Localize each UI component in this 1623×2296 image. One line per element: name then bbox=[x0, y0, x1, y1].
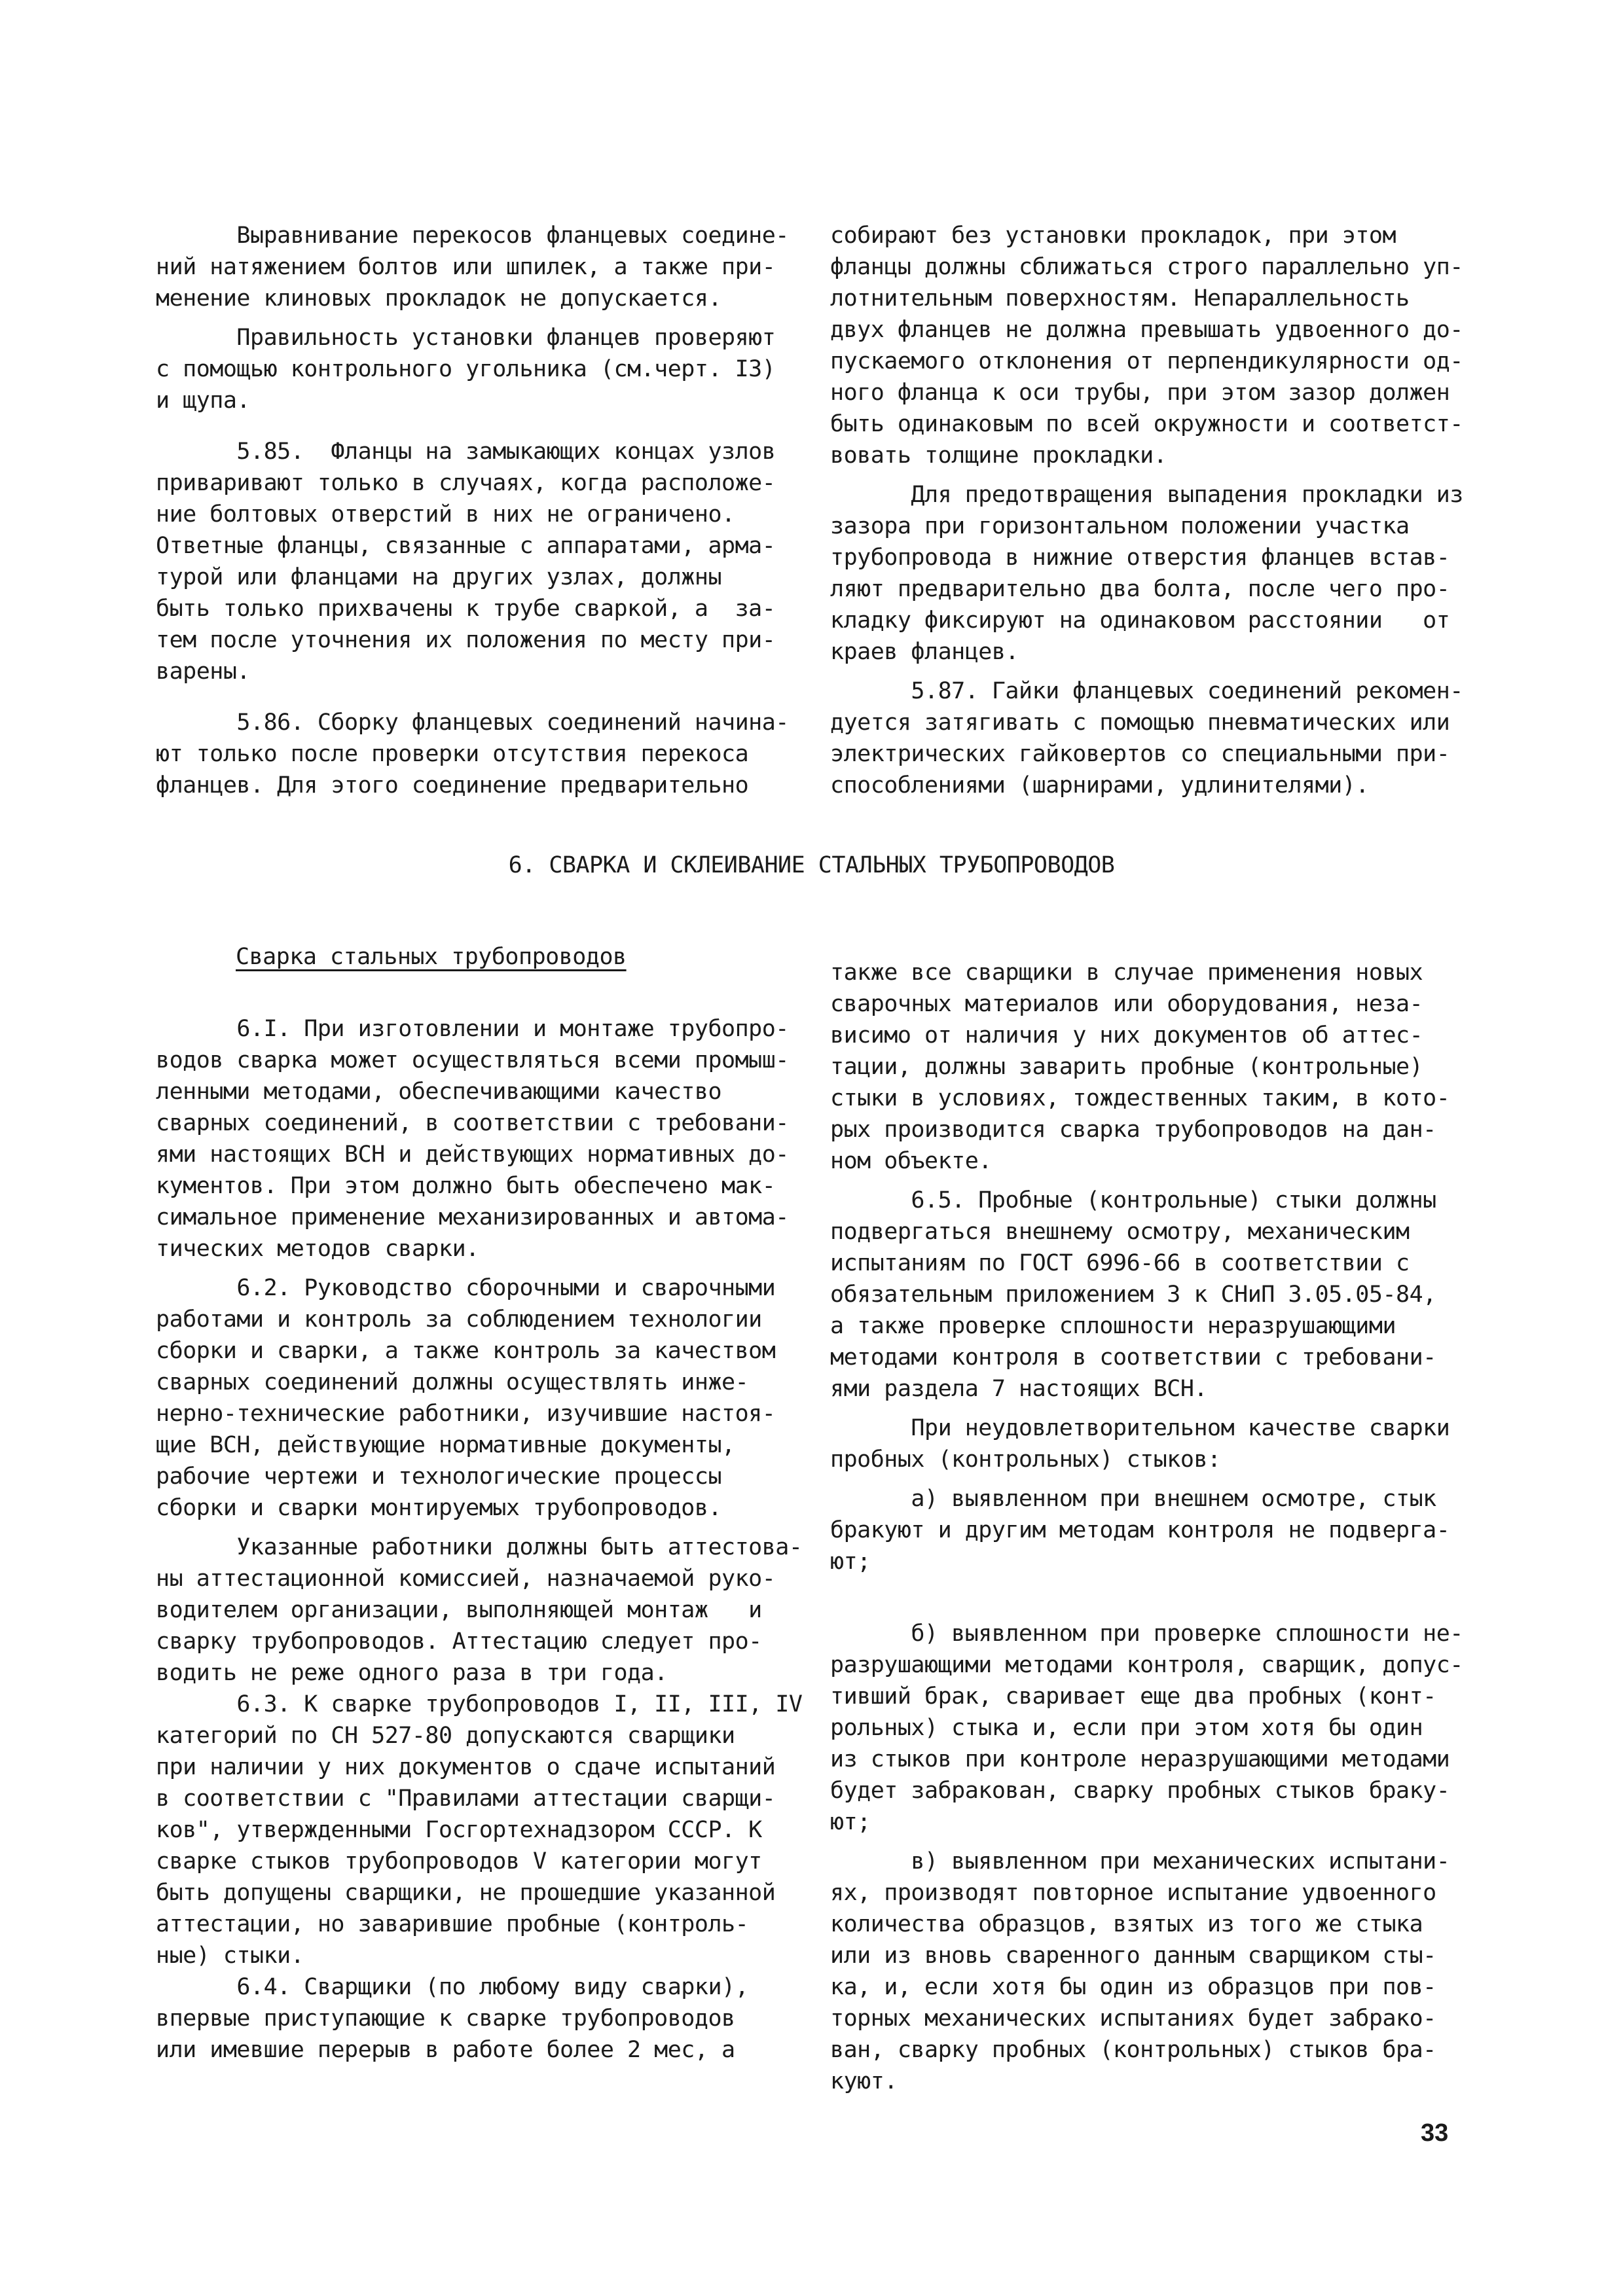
text-line: также все сварщики в случае применения новых bbox=[830, 960, 1423, 986]
text-line: б) выявленном при проверке сплошности не- bbox=[830, 1621, 1463, 1647]
bottom-right-column bbox=[830, 957, 1463, 2097]
text-line: турой или фланцами на других узлах, должны bbox=[156, 564, 722, 590]
text-line: категорий по СН 527-80 допускаются сварщики bbox=[156, 1723, 735, 1749]
text-line: разрушающими методами контроля, сварщик, допус- bbox=[830, 1652, 1463, 1678]
text-line: методами контроля в соответствии с требовани- bbox=[830, 1344, 1436, 1371]
text-line: бракуют и другим методам контроля не подверга- bbox=[830, 1517, 1450, 1543]
text-line: 6.2. Руководство сборочными и сварочными bbox=[156, 1275, 776, 1301]
text-line: ют только после проверки отсутствия перекоса bbox=[156, 741, 749, 767]
text-line: тации, должны заварить пробные (контрольные) bbox=[830, 1054, 1423, 1080]
text-line: краев фланцев. bbox=[830, 639, 1019, 665]
page-number: 33 bbox=[1421, 2119, 1449, 2147]
paragraph-6-2 bbox=[156, 1272, 802, 1524]
paragraph-unsatisfactory-quality bbox=[830, 1412, 1463, 1475]
text-line: Для предотвращения выпадения прокладки из bbox=[830, 482, 1463, 508]
text-line: Правильность установки фланцев проверяют bbox=[156, 325, 776, 351]
text-line: из стыков при контроле неразрушающими методами bbox=[830, 1746, 1450, 1772]
text-line: сварных соединений, в соответствии с требовани- bbox=[156, 1110, 789, 1136]
text-line: сварных соединений должны осуществлять инже- bbox=[156, 1369, 749, 1395]
text-line: количества образцов, взятых из того же стыка bbox=[830, 1911, 1423, 1937]
text-line: в соответствии с "Правилами аттестации сварщи- bbox=[156, 1785, 776, 1812]
text-line: быть одинаковым по всей окружности и соответст- bbox=[830, 411, 1463, 437]
text-line: приваривают только в случаях, когда расположе- bbox=[156, 470, 776, 496]
text-line: стыки в условиях, тождественных таким, в кото- bbox=[830, 1085, 1450, 1111]
text-line: впервые приступающие к сварке трубопроводов bbox=[156, 2005, 735, 2032]
text-line: сборки и сварки, а также контроль за качеством bbox=[156, 1338, 776, 1364]
text-line: 5.85. Фланцы на замыкающих концах узлов bbox=[156, 439, 776, 465]
text-line: 6.I. При изготовлении и монтаже трубопро- bbox=[156, 1016, 789, 1042]
paragraph-item-a bbox=[830, 1483, 1463, 1577]
text-line: ляют предварительно два болта, после чего про- bbox=[830, 576, 1450, 602]
text-line: испытаниям по ГОСТ 6996-66 в соответствии с bbox=[830, 1250, 1410, 1276]
text-line: ка, и, если хотя бы один из образцов при пов- bbox=[830, 1974, 1436, 2000]
text-line: 5.86. Сборку фланцевых соединений начина- bbox=[156, 709, 789, 736]
text-line: Ответные фланцы, связанные с аппаратами, арма- bbox=[156, 533, 776, 559]
text-line: пускаемого отклонения от перпендикулярности од- bbox=[830, 348, 1463, 374]
text-line: аттестации, но заварившие пробные (контроль- bbox=[156, 1911, 749, 1937]
text-line: или имевшие перерыв в работе более 2 мес, а bbox=[156, 2037, 735, 2063]
text-line: водить не реже одного раза в три года. bbox=[156, 1660, 668, 1686]
text-line: пробных (контрольных) стыков: bbox=[830, 1446, 1221, 1473]
text-line: рольных) стыка и, если при этом хотя бы один bbox=[830, 1715, 1423, 1741]
text-line: при наличии у них документов о сдаче испытаний bbox=[156, 1754, 776, 1780]
text-line: ны аттестационной комиссией, назначаемой руко- bbox=[156, 1566, 776, 1592]
text-line: ний натяжением болтов или шпилек, а также при- bbox=[156, 254, 776, 280]
text-line: быть только прихвачены к трубе сваркой, а за- bbox=[156, 596, 776, 622]
text-line: симальное применение механизированных и автома- bbox=[156, 1204, 789, 1230]
paragraph-5-86 bbox=[156, 707, 789, 801]
text-line: вовать толщине прокладки. bbox=[830, 442, 1167, 469]
paragraph-6-5 bbox=[830, 1185, 1463, 1405]
text-line: 6.5. Пробные (контрольные) стыки должны bbox=[830, 1187, 1436, 1213]
text-line: с помощью контрольного угольника (см.черт. I3) bbox=[156, 356, 776, 382]
text-line: ные) стыки. bbox=[156, 1943, 304, 1969]
text-line: 5.87. Гайки фланцевых соединений рекомен- bbox=[830, 678, 1463, 704]
paragraph-6-3 bbox=[156, 1689, 802, 1971]
text-line: тических методов сварки. bbox=[156, 1236, 479, 1262]
text-line: и щупа. bbox=[156, 387, 251, 414]
paragraph-flange-alignment bbox=[156, 220, 789, 314]
text-line: ют; bbox=[830, 1809, 871, 1835]
text-line: сварочных материалов или оборудования, неза- bbox=[830, 991, 1423, 1017]
text-line: торных механических испытаниях будет забрако- bbox=[830, 2005, 1436, 2032]
text-line: 6.3. К сварке трубопроводов I, II, III, IV bbox=[156, 1691, 803, 1717]
paragraph-item-v bbox=[830, 1846, 1463, 2097]
text-line: двух фланцев не должна превышать удвоенного до- bbox=[830, 317, 1463, 343]
text-line: варены. bbox=[156, 658, 251, 685]
text-line: При неудовлетворительном качестве сварки bbox=[830, 1415, 1450, 1441]
text-line: ван, сварку пробных (контрольных) стыков бра- bbox=[830, 2037, 1436, 2063]
text-line: рых производится сварка трубопроводов на дан- bbox=[830, 1117, 1436, 1143]
text-line: обязательным приложением 3 к СНиП 3.05.05-84, bbox=[830, 1282, 1436, 1308]
text-line: сварку трубопроводов. Аттестацию следует про- bbox=[156, 1628, 762, 1655]
text-line: быть допущены сварщики, не прошедшие указанной bbox=[156, 1880, 776, 1906]
text-line: собирают без установки прокладок, при этом bbox=[830, 223, 1396, 249]
paragraph-flange-check bbox=[156, 322, 789, 416]
text-line: лотнительным поверхностям. Непараллельность bbox=[830, 285, 1410, 312]
paragraph-attestation bbox=[156, 1532, 802, 1689]
text-line: 6.4. Сварщики (по любому виду сварки), bbox=[156, 1974, 749, 2000]
subheading-steel-pipe-welding: Сварка стальных трубопроводов bbox=[236, 944, 627, 970]
text-line: в) выявленном при механических испытани- bbox=[830, 1848, 1450, 1874]
text-line: менение клиновых прокладок не допускается. bbox=[156, 285, 722, 312]
text-line: ях, производят повторное испытание удвоенного bbox=[830, 1880, 1436, 1906]
text-line: рабочие чертежи и технологические процессы bbox=[156, 1463, 722, 1490]
paragraph-6-4-continued bbox=[830, 957, 1463, 1177]
text-line: способлениями (шарнирами, удлинителями). bbox=[830, 772, 1369, 798]
text-line: водителем организации, выполняющей монтаж и bbox=[156, 1597, 762, 1623]
text-line: работами и контроль за соблюдением технологии bbox=[156, 1306, 762, 1333]
text-line: а также проверке сплошности неразрушающими bbox=[830, 1313, 1396, 1339]
text-line: ков", утвержденными Госгортехнадзором СССР. К bbox=[156, 1817, 762, 1843]
text-line: кладку фиксируют на одинаковом расстоянии от bbox=[830, 607, 1450, 634]
text-line: электрических гайковертов со специальными при- bbox=[830, 741, 1450, 767]
text-line: нерно-технические работники, изучившие настоя- bbox=[156, 1401, 776, 1427]
text-line: фланцы должны сближаться строго параллельно уп- bbox=[830, 254, 1463, 280]
section-title: 6. СВАРКА И СКЛЕИВАНИЕ СТАЛЬНЫХ ТРУБОПРОВОДОВ bbox=[508, 852, 1115, 878]
text-line: ном объекте. bbox=[830, 1148, 992, 1174]
text-line: ленными методами, обеспечивающими качество bbox=[156, 1079, 722, 1105]
top-right-column bbox=[830, 220, 1463, 801]
text-line: сборки и сварки монтируемых трубопроводов. bbox=[156, 1495, 722, 1521]
text-line: ями раздела 7 настоящих ВСН. bbox=[830, 1376, 1208, 1402]
text-line: тем после уточнения их положения по месту при- bbox=[156, 627, 776, 653]
paragraph-5-87 bbox=[830, 675, 1463, 801]
text-line: ние болтовых отверстий в них не ограничено. bbox=[156, 501, 735, 528]
text-line: висимо от наличия у них документов об аттес- bbox=[830, 1022, 1423, 1049]
text-line: ют; bbox=[830, 1549, 871, 1575]
text-line: ями настоящих ВСН и действующих нормативных до- bbox=[156, 1141, 789, 1168]
paragraph-gasket-fixing bbox=[830, 479, 1463, 668]
text-line: а) выявленном при внешнем осмотре, стык bbox=[830, 1486, 1436, 1512]
text-line: кументов. При этом должно быть обеспечено мак- bbox=[156, 1173, 776, 1199]
text-line: или из вновь сваренного данным сварщиком сты- bbox=[830, 1943, 1436, 1969]
text-line: водов сварка может осуществляться всеми промыш- bbox=[156, 1047, 789, 1073]
text-line: Указанные работники должны быть аттестова- bbox=[156, 1534, 803, 1560]
paragraph-6-4 bbox=[156, 1971, 802, 2066]
paragraph-item-b bbox=[830, 1618, 1463, 1838]
text-line: фланцев. Для этого соединение предварительно bbox=[156, 772, 749, 798]
text-line: трубопровода в нижние отверстия фланцев встав- bbox=[830, 545, 1450, 571]
text-line: будет забракован, сварку пробных стыков браку- bbox=[830, 1778, 1450, 1804]
text-line: ного фланца к оси трубы, при этом зазор должен bbox=[830, 380, 1450, 406]
paragraph-6-1 bbox=[156, 1013, 802, 1265]
text-line: щие ВСН, действующие нормативные документы, bbox=[156, 1432, 735, 1458]
text-line: зазора при горизонтальном положении участка bbox=[830, 513, 1410, 539]
text-line: сварке стыков трубопроводов V категории могут bbox=[156, 1848, 762, 1874]
text-line: подвергаться внешнему осмотру, механическим bbox=[830, 1219, 1410, 1245]
text-line: тивший брак, сваривает еще два пробных (конт- bbox=[830, 1683, 1436, 1710]
paragraph-5-85 bbox=[156, 436, 789, 687]
text-line: Выравнивание перекосов фланцевых соедине- bbox=[156, 223, 789, 249]
text-line: дуется затягивать с помощью пневматических или bbox=[830, 709, 1450, 736]
paragraph-5-86-continued bbox=[830, 220, 1463, 471]
top-left-column bbox=[156, 220, 789, 801]
text-line: куют. bbox=[830, 2068, 898, 2094]
bottom-left-column bbox=[156, 941, 802, 2066]
